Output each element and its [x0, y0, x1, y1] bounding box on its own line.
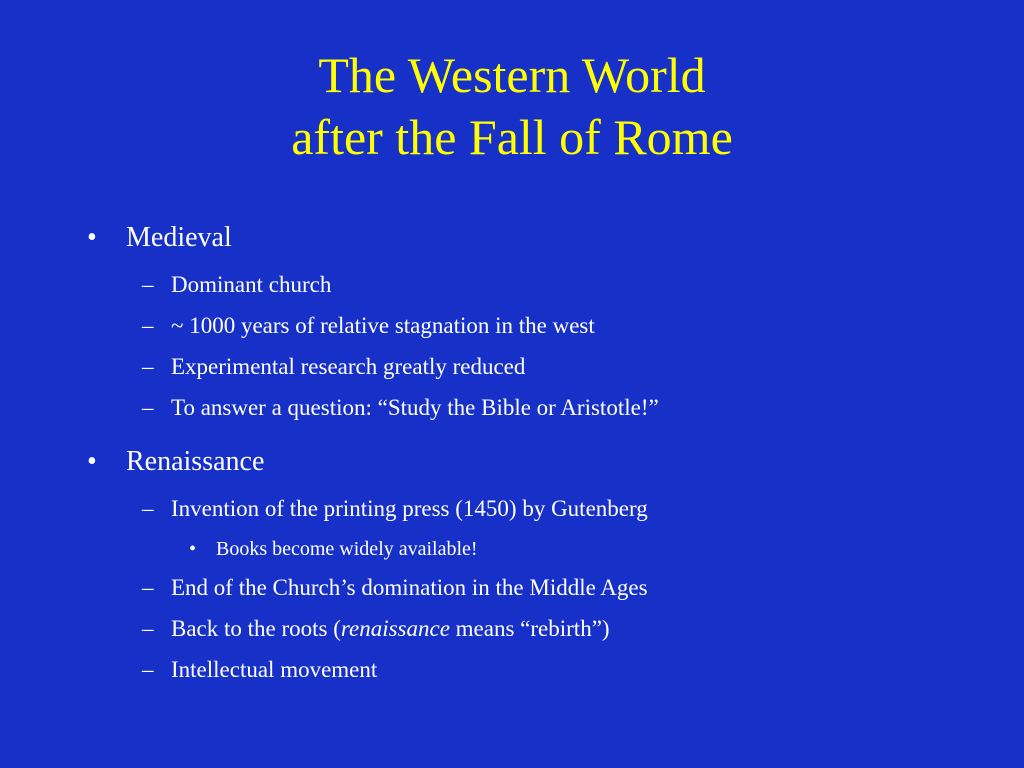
bullet-item-dominant-church: [0, 267, 1024, 308]
dash-marker: –: [142, 496, 154, 521]
dash-marker: –: [142, 354, 154, 379]
dash-marker: –: [142, 313, 154, 338]
dash-marker: –: [142, 395, 154, 420]
bullet-item-printing-press: [0, 491, 1024, 532]
bullet-item-text: Invention of the printing press (1450) by Gutenberg: [171, 496, 648, 521]
bullet-item-stagnation: [0, 308, 1024, 349]
bullet-item-suffix: means “rebirth”): [449, 616, 610, 641]
bullet-item-text: To answer a question: “Study the Bible or Aristotle!”: [171, 395, 659, 420]
slide-title-line-1: The Western World: [318, 47, 706, 103]
bullet-item-text: Intellectual movement: [171, 657, 378, 682]
slide-content: [0, 215, 1024, 693]
bullet-marker: •: [189, 538, 197, 560]
bullet-marker: •: [87, 446, 97, 477]
bullet-marker: •: [87, 222, 97, 253]
dash-marker: –: [142, 272, 154, 297]
dash-marker: –: [142, 657, 154, 682]
section-medieval: [0, 215, 1024, 267]
bullet-item-emphasis: renaissance: [340, 616, 450, 641]
section-label-medieval: Medieval: [126, 222, 232, 253]
bullet-item-end-church-domination: [0, 570, 1024, 611]
bullet-item-text: End of the Church’s domination in the Middle Ages: [171, 575, 648, 600]
bullet-item-text: Experimental research greatly reduced: [171, 354, 526, 379]
bullet-item-back-to-roots: [0, 611, 1024, 652]
slide-title: [0, 44, 1024, 168]
sub-bullet-item-text: Books become widely available!: [216, 538, 478, 560]
bullet-item-prefix: Back to the roots (: [171, 616, 341, 641]
section-renaissance: [0, 439, 1024, 491]
bullet-item-intellectual-movement: [0, 652, 1024, 693]
bullet-item-answer-question: [0, 390, 1024, 431]
bullet-item-text: Dominant church: [171, 272, 332, 297]
dash-marker: –: [142, 616, 154, 641]
dash-marker: –: [142, 575, 154, 600]
bullet-item-research-reduced: [0, 349, 1024, 390]
slide-title-line-2: after the Fall of Rome: [291, 109, 733, 165]
sub-bullet-item-books-available: [0, 532, 1024, 570]
bullet-item-text: [171, 611, 610, 647]
section-label-renaissance: Renaissance: [126, 446, 265, 477]
bullet-item-text: ~ 1000 years of relative stagnation in the west: [171, 313, 595, 338]
